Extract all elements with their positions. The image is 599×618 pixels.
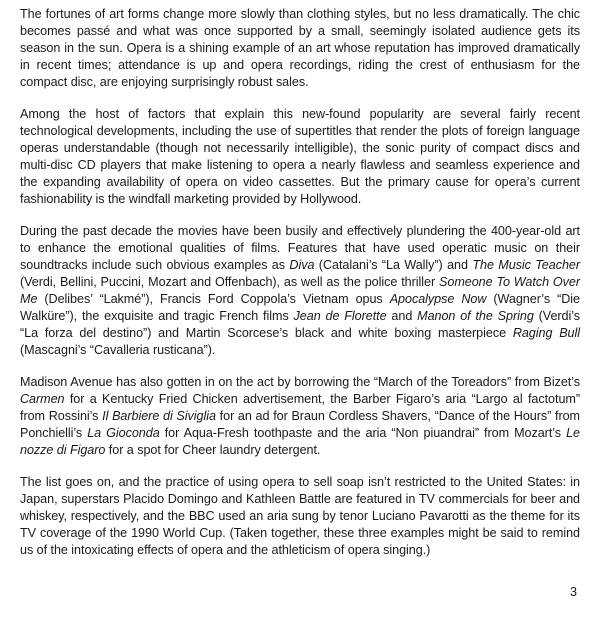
italic-title-text: La Gioconda [87,426,160,440]
paragraph-text: Madison Avenue has also gotten in on the act by borrowing the “March of the Toreadors” from Bizet’s [20,375,580,389]
italic-title-text: Le nozze di Figaro [20,426,580,457]
paragraph-text: Among the host of factors that explain this new-found popularity are several fairly recent technological developments, including the use of supertitles that render the plots of foreign language operas understandable (though not necessarily intelligible), the sonic purity of compact discs and multi-disc CD players that make listening to opera a nearly flawless and seamless experience and the expanding availability of opera on video cassettes. But the primary cause for opera’s current fashionability is the windfall marketing provided by Hollywood. [20,107,580,206]
paragraph-text: for Aqua-Fresh toothpaste and the aria “Non piuandrai” from Mozart’s [159,426,567,440]
page-number: 3 [569,585,577,599]
paragraph-text: (Verdi’s “La forza del destino”) and Martin Scorcese’s black and white boxing masterpiece [20,309,581,340]
italic-title-text: Raging Bull [512,326,581,340]
paragraph-4 [20,374,580,459]
paragraph-text: (Wagner’s “Die Walküre”), the exquisite and tragic French films [20,292,580,323]
paragraph-text: During the past decade the movies have been busily and effectively plundering the 400-year-old art to enhance the emotional qualities of films. Features that have used operatic music on their soundtracks include such obvious examples as [20,224,580,272]
paragraph-text: and [386,309,418,323]
paragraph-text: for a spot for Cheer laundry detergent. [105,443,321,457]
italic-title-text: Jean de Florette [293,309,387,323]
document-page [20,6,580,574]
paragraph-text: (Catalani’s “La Wally”) and [314,258,473,272]
paragraph-5 [20,474,580,559]
paragraph-text: for an ad for Braun Cordless Shavers, “Dance of the Hours” from Ponchielli’s [20,409,581,440]
italic-title-text: Manon of the Spring [417,309,534,323]
paragraph-text: for a Kentucky Fried Chicken advertisement, the Barber Figaro’s aria “Largo al factotum” from Rossini’s [20,392,580,423]
paragraph-text: The fortunes of art forms change more slowly than clothing styles, but no less dramatically. The chic becomes passé and what was once supported by a small, seemingly isolated audience gets its season in the sun. Opera is a shining example of an art whose reputation has improved dramatically in recent times; attendance is up and opera recordings, riding the crest of enthusiasm for the compact disc, are enjoying surprisingly robust sales. [20,7,580,89]
paragraph-text: (Mascagni’s “Cavalleria rusticana”). [20,343,216,357]
paragraph-2 [20,106,580,208]
italic-title-text: The Music Teacher [472,258,581,272]
italic-title-text: Diva [289,258,315,272]
paragraph-text: (Delibes’ “Lakmé”), Francis Ford Coppola’s Vietnam opus [37,292,390,306]
italic-title-text: Apocalypse Now [389,292,487,306]
italic-title-text: Someone To Watch Over Me [20,275,581,306]
paragraph-text: (Verdi, Bellini, Puccini, Mozart and Offenbach), as well as the police thriller [20,275,440,289]
paragraph-1 [20,6,580,91]
paragraph-text: The list goes on, and the practice of using opera to sell soap isn’t restricted to the United States: in Japan, superstars Placido Domingo and Kathleen Battle are featured in TV commercials for beer and whiskey, respectively, and the BBC used an aria sung by tenor Luciano Pavarotti as the theme for its TV coverage of the 1990 World Cup. (Taken together, these three examples might be said to remind us of the intoxicating effects of opera and the athleticism of opera singing.) [20,475,580,557]
italic-title-text: Il Barbiere di Siviglia [102,409,216,423]
paragraph-3 [20,223,580,359]
italic-title-text: Carmen [20,392,65,406]
